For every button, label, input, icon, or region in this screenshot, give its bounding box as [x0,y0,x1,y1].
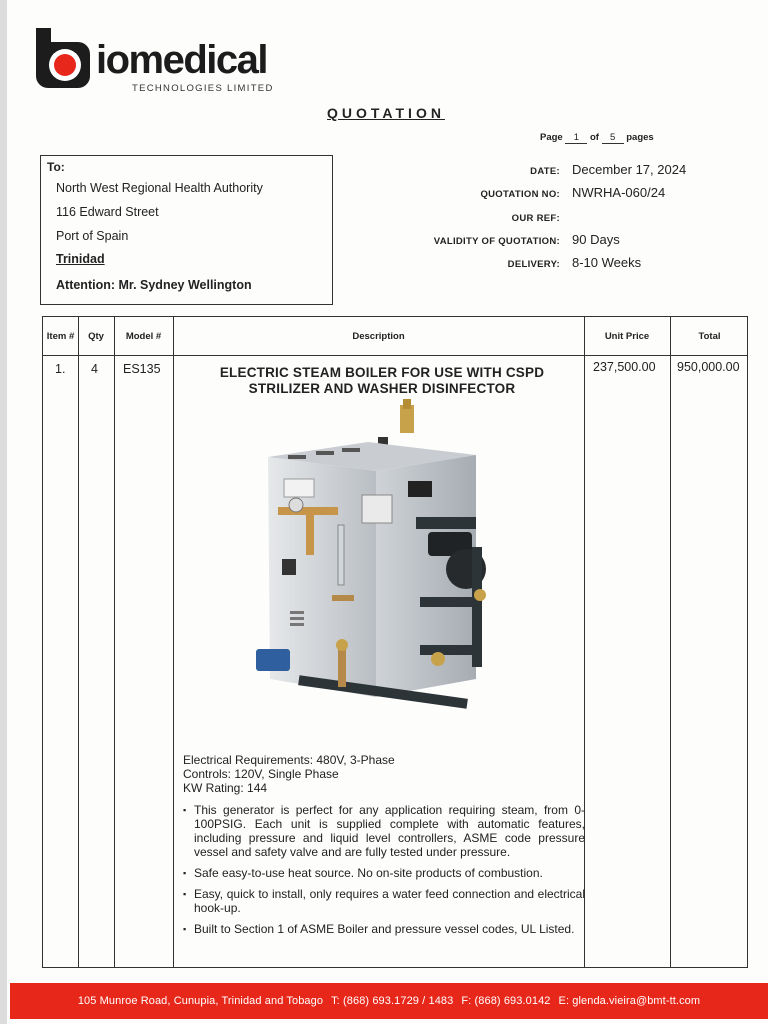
company-subtitle: TECHNOLOGIES LIMITED [132,83,274,94]
footer-fax: F: (868) 693.0142 [461,995,551,1007]
footer-email: E: glenda.vieira@bmt-tt.com [558,995,701,1007]
meta-validity-row [400,232,740,252]
header-description: Description [352,330,405,342]
footer-bar [10,983,768,1019]
quote-no-label: QUOTATION NO: [480,189,560,200]
feature-item: ▪ Safe easy-to-use heat source. No on-site products of combustion. [183,866,585,880]
page-indicator: Page 1 of 5 pages [540,132,654,143]
header-model: Model # [125,330,162,342]
delivery-label: DELIVERY: [507,259,560,270]
steam-boiler-image [248,397,503,742]
our-ref-label: OUR REF: [511,213,560,224]
recipient-city: Port of Spain [56,229,129,243]
meta-delivery-row [400,255,740,275]
company-name: iomedical [96,38,268,82]
product-title [183,365,581,397]
date-value: December 17, 2024 [572,162,687,177]
row-qty: 4 [91,362,98,376]
page-total: 5 [602,132,624,144]
recipient-org: North West Regional Health Authority [56,181,263,195]
recipient-attention: Attention: Mr. Sydney Wellington [56,278,252,292]
quotation-table [42,316,748,968]
meta-date-row [400,162,740,182]
spec-electrical: Electrical Requirements: 480V, 3-Phase [183,753,395,767]
col-divider [78,317,79,967]
product-title-line1: ELECTRIC STEAM BOILER FOR USE WITH CSPD [219,365,545,380]
feature-item: ▪ Built to Section 1 of ASME Boiler and pressure vessel codes, UL Listed. [183,922,585,936]
meta-quote-no-row [400,185,740,205]
spec-kw: KW Rating: 144 [183,781,268,795]
page-current: 1 [565,132,587,144]
product-features [183,803,585,943]
feature-item: ▪ Easy, quick to install, only requires a water feed connection and electrical hook-up. [183,887,585,915]
biomedical-logo-mark [34,28,92,90]
recipient-country: Trinidad [56,252,105,266]
delivery-value: 8-10 Weeks [572,255,642,270]
footer-phone: T: (868) 693.1729 / 1483 [331,995,454,1007]
document-title: QUOTATION [327,105,445,121]
header-total: Total [698,330,721,342]
col-divider [670,317,671,967]
header-item: Item # [46,330,75,342]
row-unit-price: 237,500.00 [593,360,656,374]
row-item: 1. [55,362,66,376]
product-specs [183,753,395,795]
spec-controls: Controls: 120V, Single Phase [183,767,339,781]
row-model: ES135 [123,362,161,376]
header-unit-price: Unit Price [604,330,650,342]
header-qty: Qty [88,330,104,342]
validity-value: 90 Days [572,232,620,247]
feature-item: ▪ This generator is perfect for any application requiring steam, from 0-100PSIG. Each unit is supplied complete with automatic features, including pressure and liquid level controllers, ASME code pressure vessel and safety valve and are fully tested under pressure. [183,803,585,859]
meta-our-ref-row [400,209,740,229]
quote-no-value: NWRHA-060/24 [572,185,666,200]
scan-edge [0,0,7,1024]
col-divider [114,317,115,967]
to-label: To: [47,160,65,174]
recipient-street: 116 Edward Street [56,205,159,219]
date-label: DATE: [530,166,560,177]
row-total: 950,000.00 [677,360,740,374]
col-divider [173,317,174,967]
product-title-line2: STRILIZER AND WASHER DISINFECTOR [248,381,516,396]
header-divider [43,355,747,356]
footer-address: 105 Munroe Road, Cunupia, Trinidad and Tobago [77,995,324,1007]
validity-label: VALIDITY OF QUOTATION: [433,236,560,247]
company-logo [34,28,284,96]
recipient-box [40,155,333,305]
